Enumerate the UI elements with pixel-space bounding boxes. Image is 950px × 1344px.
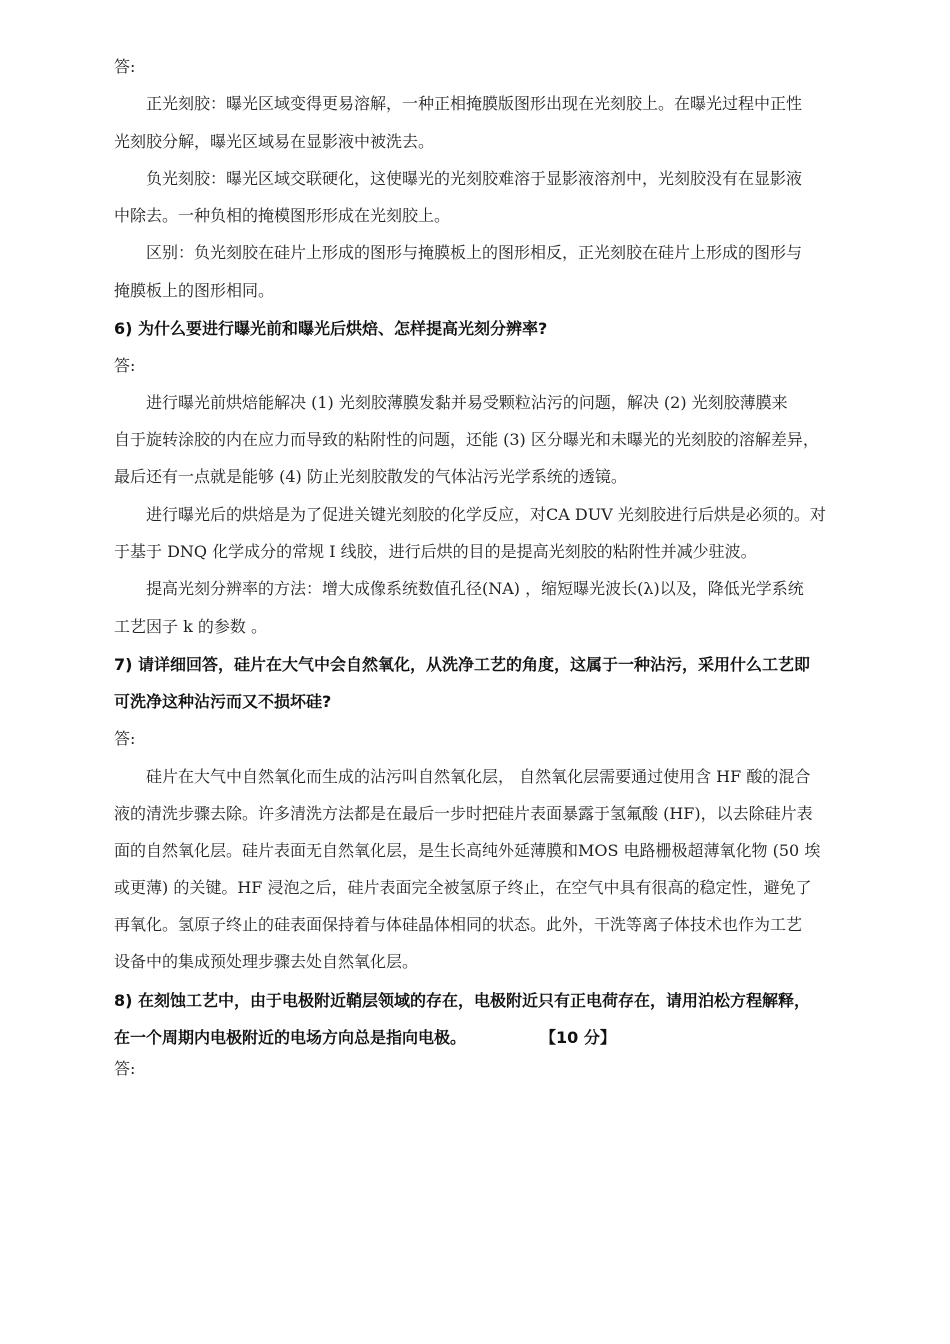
answer-label: 答: <box>114 57 136 76</box>
answer-label: 答: <box>114 356 136 375</box>
question-7: 7) 请详细回答，硅片在大气中会自然氧化，从洗净工艺的角度，这属于一种沾污，采用什么工艺即 <box>114 655 811 674</box>
paragraph-line: 提高光刻分辨率的方法：增大成像系统数值孔径(NA) ，缩短曝光波长(λ)以及，降低光学系统 <box>146 579 804 598</box>
question-8-text: 在一个周期内电极附近的电场方向总是指向电极。 <box>114 1028 467 1047</box>
paragraph-line: 工艺因子 k 的参数 。 <box>114 617 267 636</box>
paragraph-line: 进行曝光前烘焙能解决 (1) 光刻胶薄膜发黏并易受颗粒沾污的问题，解决 (2) 光刻胶薄膜来 <box>146 393 788 412</box>
paragraph-line: 负光刻胶：曝光区域交联硬化，这使曝光的光刻胶难溶于显影液溶剂中，光刻胶没有在显影液 <box>146 169 803 188</box>
paragraph-line: 硅片在大气中自然氧化而生成的沾污叫自然氧化层， 自然氧化层需要通过使用含 HF 酸的混合 <box>146 767 811 786</box>
paragraph-line: 设备中的集成预处理步骤去处自然氧化层。 <box>114 952 419 971</box>
paragraph-line: 正光刻胶：曝光区域变得更易溶解，一种正相掩膜版图形出现在光刻胶上。在曝光过程中正性 <box>146 94 803 113</box>
paragraph-line: 光刻胶分解，曝光区域易在显影液中被洗去。 <box>114 132 435 151</box>
paragraph-line: 再氧化。氢原子终止的硅表面保持着与体硅晶体相同的状态。此外，干洗等离子体技术也作为工艺 <box>114 915 803 934</box>
answer-label: 答: <box>114 1059 136 1078</box>
paragraph-line: 液的清洗步骤去除。许多清洗方法都是在最后一步时把硅片表面暴露于氢氟酸 (HF)，以去除硅片表 <box>114 804 813 823</box>
question-8-continued <box>114 1027 466 1049</box>
paragraph-line: 进行曝光后的烘焙是为了促进关键光刻胶的化学反应，对CA DUV 光刻胶进行后烘是必须的。对 <box>146 505 826 524</box>
question-8: 8) 在刻蚀工艺中，由于电极附近鞘层领域的存在，电极附近只有正电荷存在，请用泊松方程解释， <box>114 991 811 1010</box>
answer-label: 答: <box>114 729 136 748</box>
paragraph-line: 面的自然氧化层。硅片表面无自然氧化层，是生长高纯外延薄膜和MOS 电路栅极超薄氧化物 (50 埃 <box>114 841 821 860</box>
paragraph-line: 掩膜板上的图形相同。 <box>114 281 275 300</box>
paragraph-line: 中除去。一种负相的掩模图形形成在光刻胶上。 <box>114 206 451 225</box>
paragraph-line: 区别：负光刻胶在硅片上形成的图形与掩膜板上的图形相反，正光刻胶在硅片上形成的图形与 <box>146 243 803 262</box>
paragraph-line: 自于旋转涂胶的内在应力而导致的粘附性的问题，还能 (3) 区分曝光和未曝光的光刻胶的溶解差异， <box>114 430 819 449</box>
paragraph-line: 或更薄) 的关键。HF 浸泡之后，硅片表面完全被氢原子终止，在空气中具有很高的稳定性，避免了 <box>114 878 812 897</box>
question-7-continued: 可洗净这种沾污而又不损坏硅? <box>114 692 332 711</box>
paragraph-line: 最后还有一点就是能够 (4) 防止光刻胶散发的气体沾污光学系统的透镜。 <box>114 467 627 486</box>
paragraph-line: 于基于 DNQ 化学成分的常规 I 线胶，进行后烘的目的是提高光刻胶的粘附性并减少驻波。 <box>114 542 757 561</box>
score-label: 【10 分】 <box>540 1028 616 1047</box>
question-6: 6) 为什么要进行曝光前和曝光后烘焙、怎样提高光刻分辨率? <box>114 319 548 338</box>
